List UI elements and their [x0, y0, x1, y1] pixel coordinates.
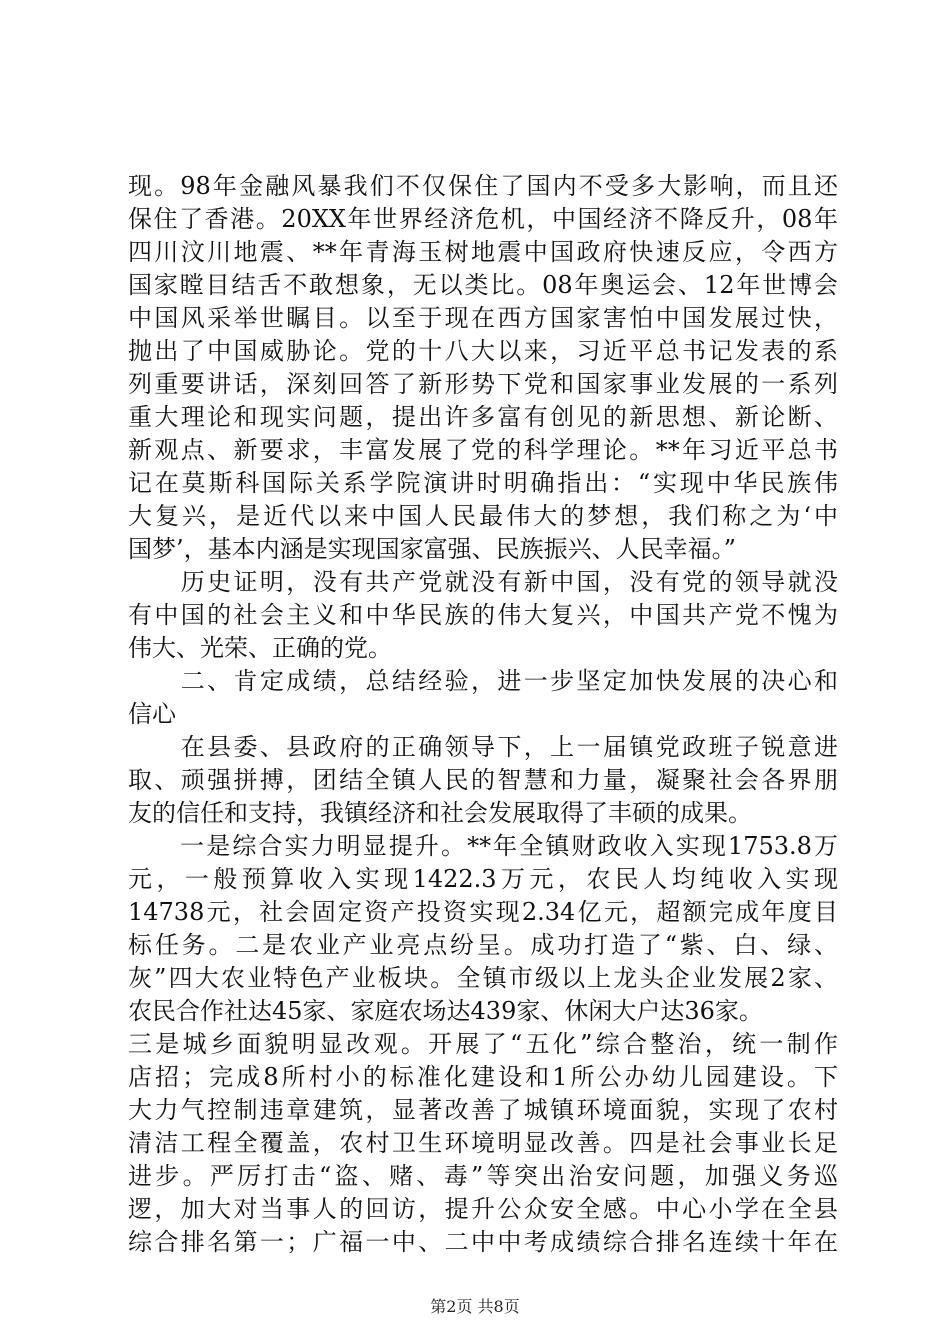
text-line: 列重要讲话，深刻回答了新形势下党和国家事业发展的一系列 — [128, 370, 838, 398]
text-line: 一是综合实力明显提升。**年全镇财政收入实现1753.8万 — [128, 832, 838, 860]
text-line: 有中国的社会主义和中华民族的伟大复兴，中国共产党不愧为 — [128, 601, 838, 629]
document-body — [128, 170, 838, 1259]
text-line: 记在莫斯科国际关系学院演讲时明确指出：“实现中华民族伟 — [128, 469, 838, 497]
text-line: 综合排名第一；广福一中、二中中考成绩综合排名连续十年在 — [128, 1228, 838, 1256]
text-line: 元，一般预算收入实现1422.3万元，农民人均纯收入实现 — [128, 865, 838, 893]
text-line: 重大理论和现实问题，提出许多富有创见的新思想、新论断、 — [128, 403, 838, 431]
text-line: 保住了香港。20XX年世界经济危机，中国经济不降反升，08年 — [128, 205, 838, 233]
text-line: 14738元，社会固定资产投资实现2.34亿元，超额完成年度目 — [128, 898, 838, 926]
text-line: 友的信任和支持，我镇经济和社会发展取得了丰硕的成果。 — [128, 799, 752, 827]
text-line: 取、顽强拼搏，团结全镇人民的智慧和力量，凝聚社会各界朋 — [128, 766, 838, 794]
text-line: 国梦’，基本内涵是实现国家富强、民族振兴、人民幸福。” — [128, 535, 736, 563]
text-line: 历史证明，没有共产党就没有新中国，没有党的领导就没 — [128, 568, 838, 596]
text-line: 在县委、县政府的正确领导下，上一届镇党政班子锐意进 — [128, 733, 838, 761]
text-line: 店招；完成8所村小的标准化建设和1所公办幼儿园建设。下 — [128, 1063, 838, 1091]
text-line: 农民合作社达45家、家庭农场达439家、休闲大户达36家。 — [128, 997, 763, 1025]
page-number-footer: 第2页 共8页 — [430, 1297, 520, 1316]
text-line: 大力气控制违章建筑，显著改善了城镇环境面貌，实现了农村 — [128, 1096, 838, 1124]
text-line: 四川汶川地震、**年青海玉树地震中国政府快速反应，令西方 — [128, 238, 838, 266]
text-line: 进步。严厉打击“盗、赌、毒”等突出治安问题，加强义务巡 — [128, 1162, 838, 1190]
text-line: 二、肯定成绩，总结经验，进一步坚定加快发展的决心和 — [128, 667, 838, 695]
text-line: 清洁工程全覆盖，农村卫生环境明显改善。四是社会事业长足 — [128, 1129, 838, 1157]
text-line: 伟大、光荣、正确的党。 — [128, 634, 392, 662]
text-line: 国家瞠目结舌不敢想象，无以类比。08年奥运会、12年世博会 — [128, 271, 838, 299]
text-line: 灰”四大农业特色产业板块。全镇市级以上龙头企业发展2家、 — [128, 964, 838, 992]
text-line: 标任务。二是农业产业亮点纷呈。成功打造了“紫、白、绿、 — [128, 931, 838, 959]
text-line: 中国风采举世瞩目。以至于现在西方国家害怕中国发展过快， — [128, 304, 838, 332]
text-line: 信心 — [128, 700, 176, 728]
text-line: 新观点、新要求，丰富发展了党的科学理论。**年习近平总书 — [128, 436, 838, 464]
text-line: 三是城乡面貌明显改观。开展了“五化”综合整治，统一制作 — [128, 1030, 838, 1058]
text-line: 逻，加大对当事人的回访，提升公众安全感。中心小学在全县 — [128, 1195, 838, 1223]
text-line: 大复兴，是近代以来中国人民最伟大的梦想，我们称之为‘中 — [128, 502, 838, 530]
text-line: 现。98年金融风暴我们不仅保住了国内不受多大影响，而且还 — [128, 172, 838, 200]
text-line: 抛出了中国威胁论。党的十八大以来，习近平总书记发表的系 — [128, 337, 838, 365]
